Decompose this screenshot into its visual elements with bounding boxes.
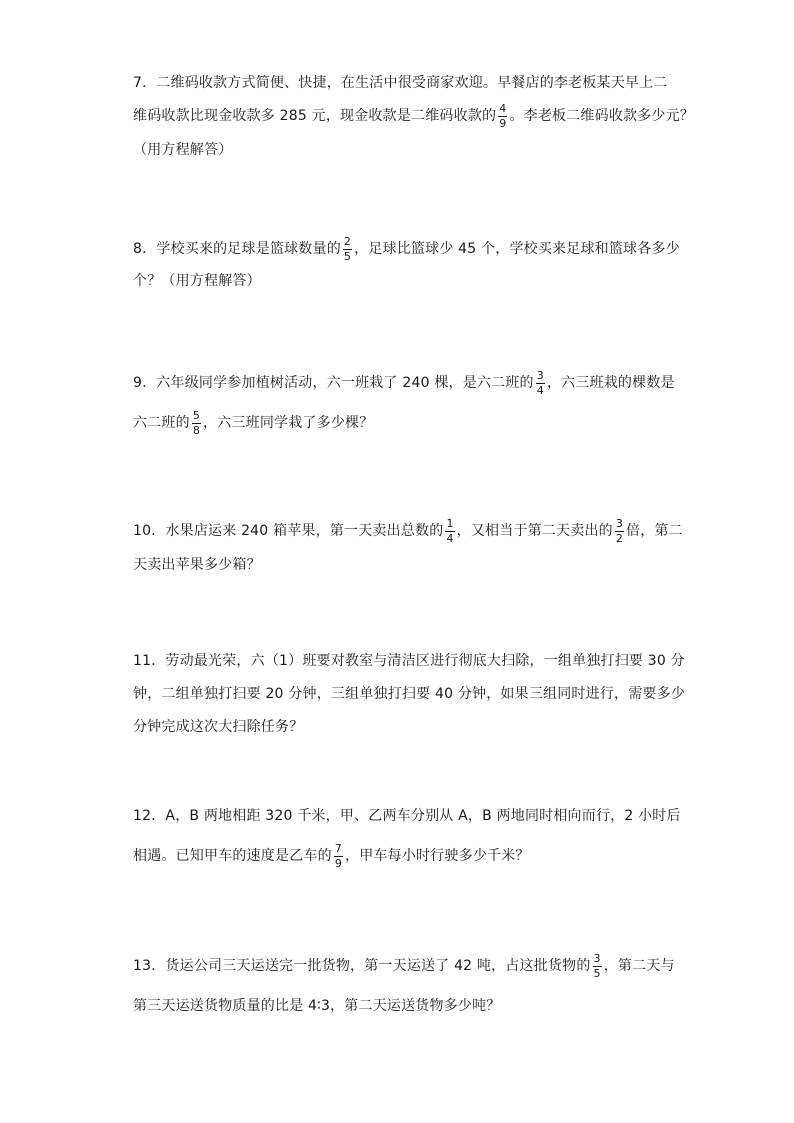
fraction-denominator: 8 — [192, 423, 201, 437]
fraction-numerator: 2 — [343, 234, 352, 248]
problem-text-line — [133, 129, 232, 169]
problem-text-line — [133, 260, 261, 300]
text-segment: ，第二天与 — [603, 958, 675, 974]
text-segment: 7．二维码收款方式简便、快捷，在生活中很受商家欢迎。早餐店的李老板某天早上二 — [133, 75, 668, 91]
fraction-denominator: 9 — [499, 116, 507, 130]
text-segment: ，甲车每小时行驶多少千米？ — [345, 848, 530, 864]
problem-text-line — [133, 985, 501, 1025]
text-segment: ，又相当于第二天卖出的 — [456, 523, 613, 539]
problem-text-line — [133, 706, 303, 746]
fraction-denominator: 5 — [343, 249, 352, 263]
fraction — [593, 953, 602, 980]
text-segment: 13．货运公司三天运送完一批货物，第一天运送了 42 吨，占这批货物的 — [133, 958, 591, 974]
fraction-numerator: 3 — [536, 368, 544, 382]
text-segment: 。李老板二维码收款多少元？ — [509, 108, 695, 124]
text-segment: 10．水果店运来 240 箱苹果，第一天卖出总数的 — [133, 523, 444, 539]
fraction-denominator: 4 — [446, 531, 454, 545]
fraction — [334, 843, 343, 870]
text-segment: 个？（用方程解答） — [133, 273, 261, 289]
fraction — [192, 410, 201, 437]
problem-text-line — [133, 835, 530, 875]
fraction-numerator: 7 — [334, 841, 343, 855]
text-segment: 11．劳动最光荣，六（1）班要对教室与清洁区进行彻底大扫除，一组单独打扫要 30 分 — [133, 653, 685, 669]
text-segment: 第三天运送货物质量的比是 4∶3，第二天运送货物多少吨？ — [133, 998, 501, 1014]
fraction — [498, 103, 507, 130]
fraction — [445, 518, 454, 545]
text-segment: 钟，二组单独打扫要 20 分钟，三组单独打扫要 40 分钟，如果三组同时进行，需要多少 — [133, 686, 686, 702]
fraction — [615, 518, 624, 545]
text-segment: ，六三班栽的棵数是 — [546, 375, 675, 391]
text-segment: 8．学校买来的足球是篮球数量的 — [133, 241, 341, 257]
text-segment: 倍，第二 — [626, 523, 683, 539]
fraction-numerator: 3 — [593, 951, 601, 965]
fraction-numerator: 4 — [499, 101, 507, 115]
fraction-numerator: 5 — [192, 408, 201, 422]
text-segment: 12．A，B 两地相距 320 千米，甲、乙两车分别从 A，B 两地同时相向而行，2 小时后 — [133, 808, 681, 824]
fraction-denominator: 5 — [593, 966, 601, 980]
fraction-denominator: 2 — [615, 531, 624, 545]
problem-text-line — [133, 945, 675, 985]
text-segment: 相遇。已知甲车的速度是乙车的 — [133, 848, 332, 864]
text-segment: ，六三班同学栽了多少棵？ — [203, 415, 374, 431]
text-segment: 六二班的 — [133, 415, 190, 431]
text-segment: （用方程解答） — [133, 142, 233, 158]
fraction-denominator: 4 — [536, 383, 544, 397]
problem-text-line — [133, 795, 681, 835]
fraction-numerator: 3 — [615, 516, 624, 530]
problem-text-line — [133, 544, 261, 584]
text-segment: ，足球比篮球少 45 个，学校买来足球和篮球各多少 — [354, 241, 680, 257]
problem-text-line — [133, 362, 675, 402]
problem-text-line — [133, 402, 373, 442]
text-segment: 9．六年级同学参加植树活动，六一班栽了 240 棵，是六二班的 — [133, 375, 534, 391]
text-segment: 分钟完成这次大扫除任务？ — [133, 719, 304, 735]
fraction — [343, 236, 352, 263]
fraction — [536, 370, 545, 397]
text-segment: 维码收款比现金收款多 285 元，现金收款是二维码收款的 — [133, 108, 497, 124]
text-segment: 天卖出苹果多少箱？ — [133, 557, 261, 573]
fraction-denominator: 9 — [334, 856, 343, 870]
fraction-numerator: 1 — [446, 516, 454, 530]
